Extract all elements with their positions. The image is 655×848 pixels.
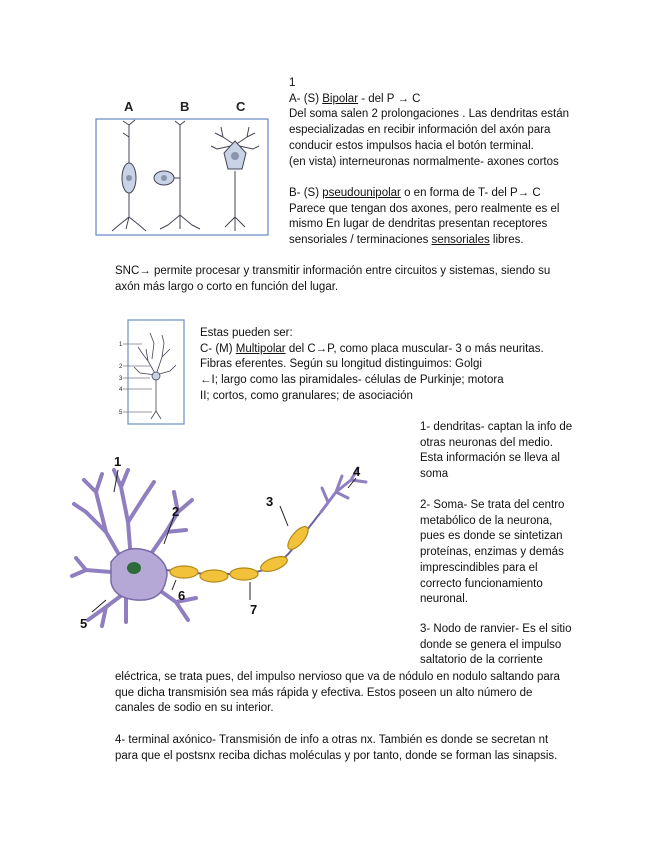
pseudounipolar-last-line: sensoriales / terminaciones sensoriales libres. <box>289 234 524 247</box>
ranvier-line: donde se genera el impulso <box>420 638 562 651</box>
pseudounipolar-heading: B- (S) pseudounipolar o en forma de T- del P→ C <box>289 187 541 199</box>
multipolar-line: II; cortos, como granulares; de asociación <box>200 389 413 402</box>
figure-label-b: B <box>180 99 190 114</box>
dendritas-line: Esta información se lleva al <box>420 452 560 465</box>
terminal-line: para que el postsnx reciba dichas moléculas y por tanto, donde se forman las sinapsis. <box>115 749 558 762</box>
multipolar-label-5: 5 <box>119 410 123 416</box>
multipolar-soma <box>152 372 160 380</box>
multipolar-label-1: 1 <box>119 342 123 348</box>
soma-line: correcto funcionamiento <box>420 577 543 590</box>
dendritas-description <box>420 420 572 483</box>
bipolar-term: Bipolar <box>322 92 359 105</box>
neuron-diagram <box>66 452 378 632</box>
neuron-soma <box>111 549 167 601</box>
dendritas-line: 1- dendritas- captan la info de <box>420 421 573 433</box>
bipolar-line: conducir estos impulsos hacia el botón terminal. <box>289 139 534 152</box>
neuron-label-2: 2 <box>172 504 180 519</box>
ranvier-full-line: canales de sodio en su interior. <box>115 702 274 715</box>
multipolar-heading: C- (M) Multipolar del C→P, como placa muscular- 3 o más neuritas. <box>200 342 544 355</box>
multipolar-section <box>200 326 544 405</box>
ranvier-line: saltatorio de la corriente <box>420 654 543 667</box>
terminal-description <box>115 733 557 764</box>
dendritas-line: soma <box>420 468 449 481</box>
snc-line: axón más largo o corto en función del lugar. <box>115 280 339 293</box>
neuron-label-1: 1 <box>114 454 122 469</box>
soma-line: 2- Soma- Se trata del centro <box>420 499 565 511</box>
bipolar-line: (en vista) interneuronas normalmente- axones cortos <box>289 155 559 168</box>
multipolar-intro: Estas pueden ser: <box>200 327 293 339</box>
figure-label-a: A <box>124 99 134 114</box>
ranvier-line: 3- Nodo de ranvier- Es el sitio <box>420 623 572 635</box>
ranvier-description-full <box>115 670 560 717</box>
neuron-label-4: 4 <box>353 464 361 479</box>
snc-line: SNC→ permite procesar y transmitir información entre circuitos y sistemas, siendo su <box>115 265 551 277</box>
soma-line: pues es donde se sintetizan <box>420 530 563 543</box>
multipolar-line: Fibras eferentes. Según su longitud distinguimos: Golgi <box>200 358 482 371</box>
dendritas-line: otras neuronas del medio. <box>420 436 553 449</box>
bipolar-section <box>289 76 569 170</box>
multipolar-label-4: 4 <box>119 387 123 393</box>
soma-description <box>420 498 564 608</box>
page-number: 1 <box>289 77 296 89</box>
neuron-label-7: 7 <box>250 602 258 617</box>
multipolar-label-2: 2 <box>119 364 123 370</box>
pseudounipolar-line: Parece que tengan dos axones, pero realmente es el <box>289 202 560 215</box>
soma-line: proteínas, enzimas y demás <box>420 546 564 559</box>
pseudounipolar-section <box>289 186 559 249</box>
sensoriales-term: sensoriales <box>431 234 490 247</box>
soma-line: imprescindibles para el <box>420 561 538 574</box>
bipolar-line: especializadas en recibir información del axón para <box>289 124 551 137</box>
neuron-label-6: 6 <box>178 588 186 603</box>
soma-line: neuronal. <box>420 593 468 606</box>
neuron-label-3: 3 <box>266 494 274 509</box>
neuron-nucleus <box>127 562 141 574</box>
multipolar-label-3: 3 <box>119 376 123 382</box>
soma-line: metabólico de la neurona, <box>420 514 553 527</box>
figure-label-c: C <box>236 99 246 114</box>
multipolar-figure <box>112 319 186 429</box>
neuron-label-5: 5 <box>80 616 88 631</box>
bipolar-line: Del soma salen 2 prolongaciones . Las dendritas están <box>289 108 570 121</box>
multipolar-line: ←I; largo como las piramidales- células de Purkinje; motora <box>200 374 504 387</box>
neuron-types-figure <box>92 95 272 240</box>
ranvier-full-line: eléctrica, se trata pues, del impulso nervioso que va de nódulo en nodulo saltando para <box>115 671 560 683</box>
snc-paragraph <box>115 264 550 295</box>
multipolar-term: Multipolar <box>235 342 286 355</box>
ranvier-full-line: que dicha transmisión sea más rápida y efectiva. Estos poseen un alto número de <box>115 686 533 699</box>
bipolar-heading: A- (S) Bipolar - del P → C <box>289 92 421 105</box>
ranvier-description-right <box>420 622 571 669</box>
terminal-line: 4- terminal axónico- Transmisión de info a otras nx. También es donde se secretan nt <box>115 734 549 746</box>
pseudounipolar-line: mismo En lugar de dendritas presentan receptores <box>289 218 548 231</box>
pseudounipolar-term: pseudounipolar <box>322 187 401 199</box>
